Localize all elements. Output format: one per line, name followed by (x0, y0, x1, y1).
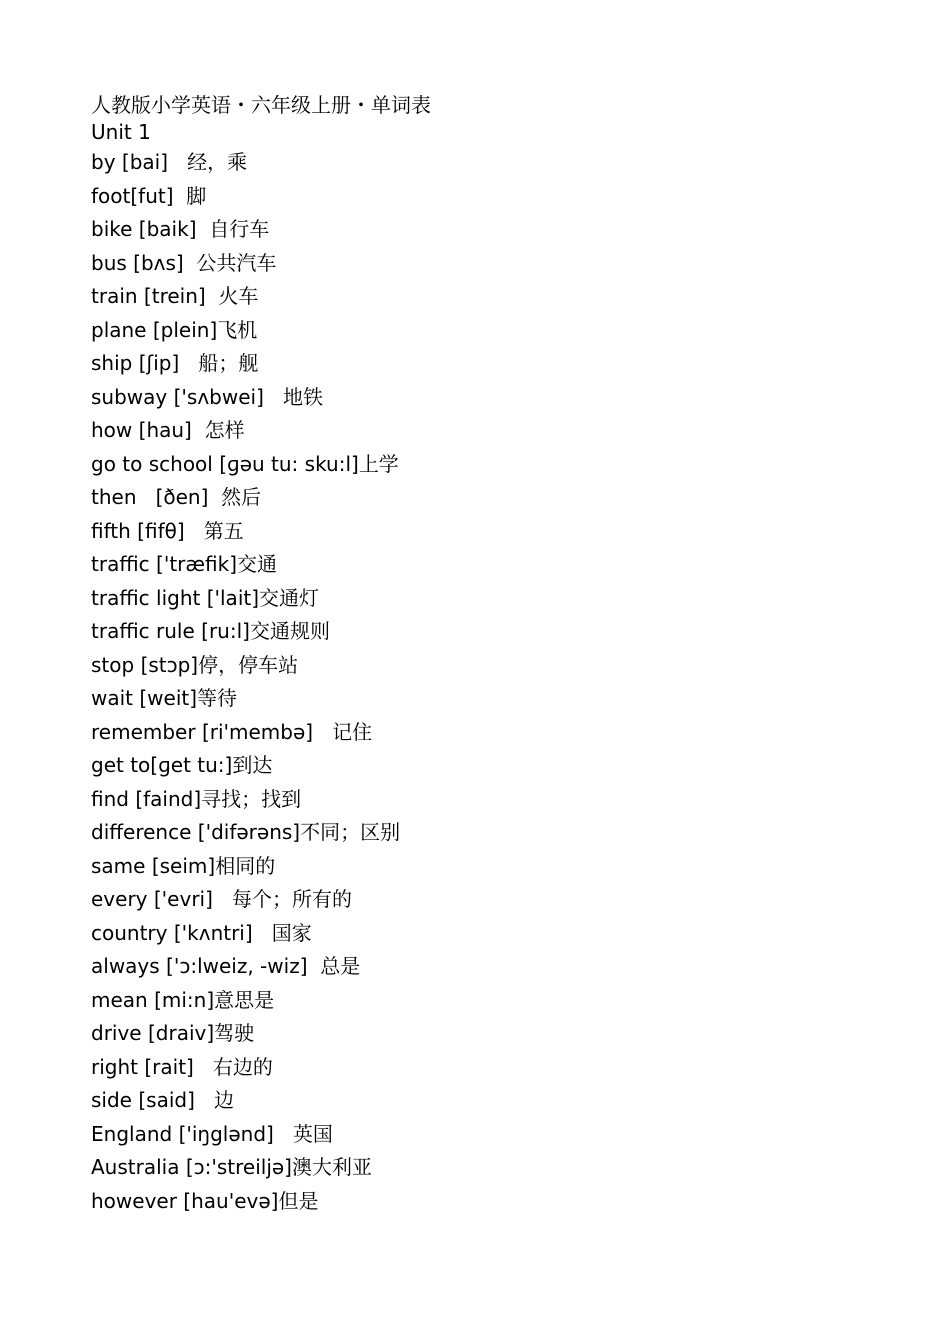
vocab-entry (91, 280, 911, 314)
vocab-word: find (91, 786, 136, 811)
vocab-entry (91, 1151, 911, 1185)
vocab-meaning: 自行车 (196, 217, 270, 241)
vocab-phonetic: [fut] (130, 183, 174, 208)
vocab-entry (91, 515, 911, 549)
vocab-entry (91, 347, 911, 381)
vocab-entry (91, 1017, 911, 1051)
vocab-phonetic: ['kʌntri] (173, 920, 253, 945)
vocab-entry (91, 950, 911, 984)
vocab-entry (91, 1185, 911, 1219)
vocab-entry (91, 1118, 911, 1152)
vocab-meaning: 到达 (232, 753, 273, 777)
vocab-phonetic: [ɔ:'streiljə] (185, 1155, 292, 1179)
vocab-word: subway (91, 384, 174, 409)
vocab-word: how (91, 418, 139, 442)
vocab-word: drive (91, 1021, 148, 1045)
vocab-word: wait (91, 686, 140, 710)
vocab-entry (91, 749, 911, 783)
vocab-meaning: 等待 (197, 686, 238, 710)
vocab-phonetic: [seim] (151, 853, 216, 878)
vocab-phonetic: [bai] (121, 150, 169, 174)
vocab-phonetic: [ru:l] (201, 619, 250, 643)
vocab-word: side (91, 1088, 139, 1112)
vocab-meaning: 意思是 (214, 987, 275, 1012)
vocab-meaning: 驾驶 (214, 1021, 255, 1045)
vocab-entry (91, 1051, 911, 1085)
vocab-word: every (91, 887, 154, 911)
vocab-meaning: 交通 (237, 552, 278, 576)
vocab-meaning: 英国 (273, 1121, 333, 1146)
vocab-entry (91, 180, 911, 214)
vocab-meaning: 上学 (358, 451, 399, 476)
vocab-meaning: 经，乘 (168, 150, 248, 174)
vocab-phonetic: [weit] (139, 686, 198, 710)
vocab-meaning: 交通规则 (249, 619, 330, 643)
vocab-word: stop (91, 652, 141, 677)
vocab-meaning: 记住 (313, 719, 373, 744)
vocab-entry (91, 984, 911, 1018)
vocab-entry (91, 247, 911, 281)
vocab-entry (91, 1084, 911, 1118)
vocab-phonetic: [hau] (138, 418, 192, 442)
vocab-entry (91, 649, 911, 683)
vocab-phonetic: [faind] (135, 786, 202, 811)
vocab-entry (91, 783, 911, 817)
vocab-phonetic: [ri'membə] (201, 719, 314, 744)
vocab-phonetic: [mi:n] (154, 987, 215, 1012)
vocab-phonetic: [ðen] (155, 485, 209, 509)
vocab-phonetic: [draiv] (147, 1021, 215, 1045)
vocab-meaning: 第五 (184, 518, 244, 543)
vocab-word: same (91, 853, 152, 878)
vocab-word: train (91, 284, 144, 308)
vocab-phonetic: [ʃip] (138, 351, 180, 375)
vocab-word: Australia (91, 1155, 186, 1179)
vocabulary-page (91, 92, 911, 1218)
unit-heading: Unit 1 (91, 120, 151, 144)
vocab-entry (91, 481, 911, 515)
vocab-entry (91, 682, 911, 716)
vocab-word: difference (91, 820, 198, 844)
vocab-entry (91, 146, 911, 180)
vocab-entry (91, 615, 911, 649)
vocab-meaning: 火车 (205, 284, 259, 308)
vocab-word: traffic (91, 552, 157, 576)
vocab-meaning: 每个；所有的 (212, 887, 352, 911)
vocab-word: traffic light (91, 585, 207, 610)
vocab-entry (91, 917, 911, 951)
vocab-meaning: 地铁 (263, 384, 323, 409)
vocab-meaning: 相同的 (215, 853, 276, 878)
vocab-meaning: 不同；区别 (300, 820, 401, 844)
vocab-word: fifth (91, 518, 138, 543)
vocab-word: bike (91, 217, 139, 241)
vocab-meaning: 飞机 (217, 317, 258, 342)
vocab-entry (91, 381, 911, 415)
vocab-entry (91, 582, 911, 616)
vocab-phonetic: [ɡet tu:] (150, 753, 233, 777)
vocab-phonetic: ['sʌbwei] (173, 384, 264, 409)
vocab-word: traffic rule (91, 619, 202, 643)
vocab-meaning: 寻找；找到 (201, 786, 302, 811)
document-title: 人教版小学英语・六年级上册・单词表 (91, 93, 431, 117)
vocab-phonetic: [said] (138, 1088, 195, 1112)
vocab-meaning: 边 (194, 1088, 234, 1112)
vocab-meaning: 停，停车站 (198, 652, 299, 677)
vocab-entry (91, 883, 911, 917)
vocab-word: by (91, 150, 122, 174)
vocab-entry (91, 816, 911, 850)
vocab-meaning: 澳大利亚 (291, 1155, 372, 1179)
vocab-phonetic: [stɔp] (140, 652, 199, 677)
vocab-phonetic: [ɡəu tu: sku:l] (219, 451, 359, 476)
vocab-meaning: 然后 (208, 485, 262, 509)
vocab-word: ship (91, 351, 139, 375)
vocab-meaning: 但是 (278, 1188, 319, 1213)
vocab-word: get to (91, 753, 151, 777)
vocab-word: plane (91, 317, 153, 342)
vocab-phonetic: ['iŋglənd] (178, 1121, 274, 1146)
vocab-phonetic: [plein] (152, 317, 218, 342)
vocab-phonetic: [baik] (138, 217, 197, 241)
vocab-phonetic: ['træfik] (156, 552, 238, 576)
vocab-word: country (91, 920, 174, 945)
vocab-phonetic: [bʌs] (133, 250, 184, 275)
vocab-entry (91, 850, 911, 884)
vocab-meaning: 船；舰 (179, 351, 259, 375)
vocab-phonetic: ['evri] (153, 887, 213, 911)
vocab-entry (91, 213, 911, 247)
vocab-phonetic: [rait] (144, 1054, 194, 1079)
vocab-meaning: 公共汽车 (183, 250, 277, 275)
vocab-entry (91, 716, 911, 750)
vocab-phonetic: [hau'evə] (183, 1188, 279, 1213)
vocab-entry (91, 448, 911, 482)
vocab-word: remember (91, 719, 202, 744)
vocab-word: then (91, 485, 156, 509)
vocab-meaning: 总是 (307, 954, 361, 978)
vocab-word: go to school (91, 451, 220, 476)
vocab-word: England (91, 1121, 179, 1146)
vocab-word: always (91, 954, 167, 978)
vocab-phonetic: ['difərəns] (197, 820, 301, 844)
vocab-word: bus (91, 250, 134, 275)
vocab-word: right (91, 1054, 145, 1079)
vocab-meaning: 脚 (173, 183, 207, 208)
word-list (91, 146, 911, 1218)
vocab-entry (91, 414, 911, 448)
vocab-entry (91, 314, 911, 348)
vocab-phonetic: ['lait] (206, 585, 260, 610)
vocab-word: mean (91, 987, 155, 1012)
vocab-phonetic: ['ɔ:lweiz, -wiz] (166, 954, 308, 978)
vocab-meaning: 右边的 (193, 1054, 273, 1079)
vocab-meaning: 怎样 (191, 418, 245, 442)
vocab-word: however (91, 1188, 184, 1213)
vocab-word: foot (91, 183, 131, 208)
vocab-phonetic: [fifθ] (137, 518, 185, 543)
vocab-meaning: 国家 (252, 920, 312, 945)
vocab-meaning: 交通灯 (259, 585, 320, 610)
vocab-entry (91, 548, 911, 582)
vocab-phonetic: [trein] (143, 284, 206, 308)
